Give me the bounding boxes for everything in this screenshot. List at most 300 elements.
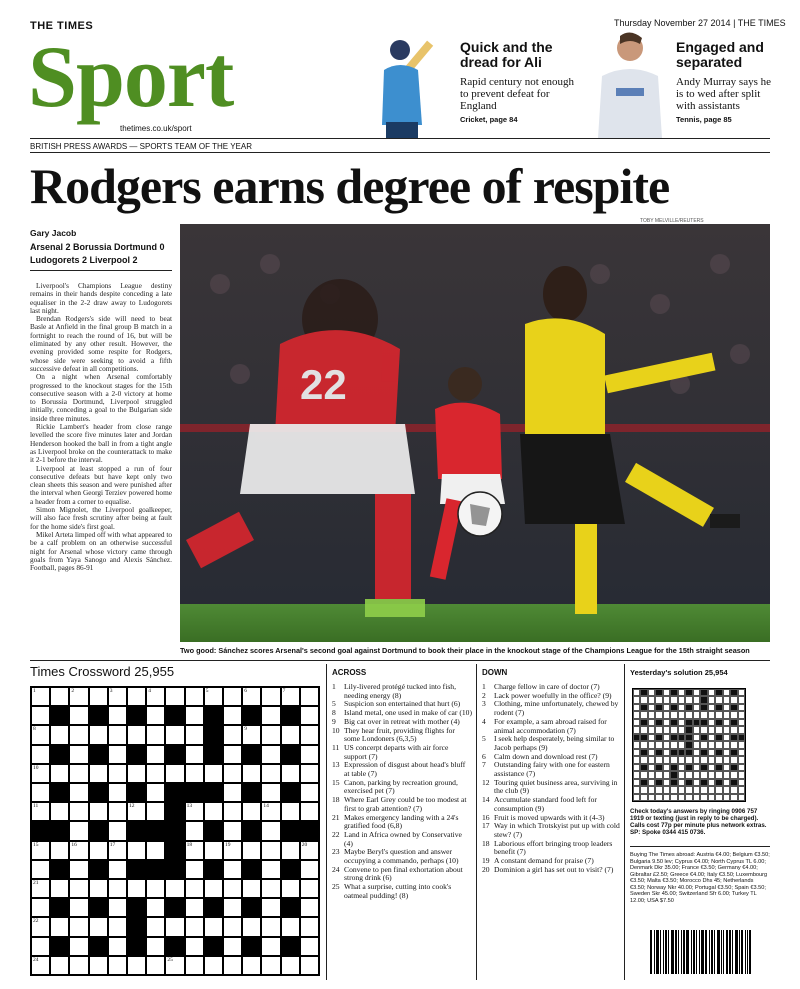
grid-cell[interactable] (31, 898, 50, 917)
grid-cell[interactable] (165, 687, 184, 706)
grid-cell[interactable] (300, 687, 319, 706)
grid-cell[interactable] (281, 917, 300, 936)
grid-block (127, 860, 146, 879)
solution-cell (715, 779, 722, 786)
grid-cell[interactable] (31, 937, 50, 956)
clue-text: Accumulate standard food left for consumption (9) (494, 795, 597, 813)
cell-number: 10 (33, 764, 39, 771)
solution-cell (648, 764, 655, 771)
solution-cell (708, 689, 715, 696)
solution-cell (640, 794, 647, 801)
solution-cell (693, 704, 700, 711)
barcode-bar (691, 930, 692, 974)
grid-cell[interactable] (261, 841, 280, 860)
cell-number: 18 (186, 841, 193, 848)
grid-cell[interactable] (31, 841, 50, 860)
teaser-headline: Quick and the dread for Ali (460, 39, 553, 70)
website-link[interactable]: thetimes.co.uk/sport (120, 124, 192, 133)
grid-cell[interactable] (261, 687, 280, 706)
solution-cell (708, 764, 715, 771)
solution-cell (723, 764, 730, 771)
grid-cell[interactable] (300, 898, 319, 917)
grid-cell[interactable] (204, 687, 223, 706)
solution-cell (655, 704, 662, 711)
grid-cell[interactable] (223, 821, 242, 840)
grid-cell[interactable] (165, 917, 184, 936)
clue-text: Touring quiet business area, surviving in the club (9) (494, 777, 618, 796)
grid-cell[interactable] (300, 860, 319, 879)
cell-number: 5 (205, 688, 209, 694)
grid-cell[interactable] (204, 917, 223, 936)
solution-cell (738, 764, 745, 771)
grid-cell[interactable] (69, 956, 88, 975)
solution-cell (633, 696, 640, 703)
grid-cell[interactable] (108, 860, 127, 879)
grid-cell[interactable] (146, 764, 165, 783)
grid-cell[interactable] (185, 879, 204, 898)
solution-cell (693, 749, 700, 756)
solution-cell (648, 786, 655, 793)
solution-cell (640, 764, 647, 771)
grid-cell[interactable] (261, 860, 280, 879)
grid-cell[interactable] (261, 821, 280, 840)
grid-cell[interactable] (204, 956, 223, 975)
grid-cell[interactable] (31, 956, 50, 975)
clue-number: 5 (332, 699, 336, 709)
grid-cell[interactable] (223, 783, 242, 802)
grid-cell[interactable] (50, 917, 69, 936)
grid-cell[interactable] (242, 879, 261, 898)
grid-cell[interactable] (146, 879, 165, 898)
grid-cell[interactable] (261, 783, 280, 802)
match-photo (180, 224, 770, 642)
grid-cell[interactable] (223, 917, 242, 936)
clue (482, 822, 620, 839)
grid-cell[interactable] (127, 725, 146, 744)
grid-cell[interactable] (108, 687, 127, 706)
grid-block (165, 821, 184, 840)
solution-cell (708, 741, 715, 748)
solution-cell (663, 696, 670, 703)
solution-cell (700, 741, 707, 748)
grid-cell[interactable] (89, 917, 108, 936)
solution-cell (685, 704, 692, 711)
grid-cell[interactable] (69, 802, 88, 821)
clue-text: For example, a sam abroad raised for animal accommodation (7) (494, 716, 607, 735)
grid-cell[interactable] (261, 956, 280, 975)
grid-cell[interactable] (31, 706, 50, 725)
teaser-tennis[interactable] (676, 40, 776, 124)
solution-cell (640, 741, 647, 748)
grid-block (204, 745, 223, 764)
solution-cell (678, 764, 685, 771)
grid-cell[interactable] (89, 687, 108, 706)
grid-cell[interactable] (281, 879, 300, 898)
grid-cell[interactable] (242, 841, 261, 860)
grid-cell[interactable] (242, 956, 261, 975)
grid-cell[interactable] (223, 841, 242, 860)
grid-cell[interactable] (69, 783, 88, 802)
grid-cell[interactable] (146, 687, 165, 706)
solution-cell (633, 771, 640, 778)
grid-cell[interactable] (185, 802, 204, 821)
grid-cell[interactable] (31, 879, 50, 898)
solution-cell (663, 711, 670, 718)
grid-cell[interactable] (300, 956, 319, 975)
solution-cell (730, 786, 737, 793)
grid-cell[interactable] (146, 745, 165, 764)
solution-cell (685, 764, 692, 771)
clue-text: I seek help desperately, being similar to Jacob perhaps (9) (494, 734, 615, 752)
results-box (30, 242, 180, 265)
grid-cell[interactable] (108, 879, 127, 898)
grid-cell[interactable] (108, 937, 127, 956)
solution-cell (648, 734, 655, 741)
clue-number: 14 (482, 795, 490, 805)
grid-block (281, 860, 300, 879)
solution-cell (648, 719, 655, 726)
clue-text: Laborious effort bringing troop leaders benefit (7) (494, 838, 613, 857)
grid-cell[interactable] (281, 725, 300, 744)
solution-cell (633, 711, 640, 718)
grid-cell[interactable] (223, 879, 242, 898)
solution-cell (730, 741, 737, 748)
grid-cell[interactable] (69, 725, 88, 744)
solution-cell (730, 704, 737, 711)
grid-cell[interactable] (108, 783, 127, 802)
crossword-grid[interactable] (30, 686, 320, 976)
solution-cell (655, 741, 662, 748)
grid-cell[interactable] (204, 841, 223, 860)
solution-cell (693, 779, 700, 786)
solution-cell (738, 771, 745, 778)
solution-cell (700, 726, 707, 733)
grid-cell[interactable] (185, 956, 204, 975)
grid-cell[interactable] (69, 687, 88, 706)
grid-cell[interactable] (146, 898, 165, 917)
grid-cell[interactable] (69, 841, 88, 860)
grid-cell[interactable] (261, 745, 280, 764)
grid-cell[interactable] (300, 879, 319, 898)
grid-cell[interactable] (108, 956, 127, 975)
solution-cell (738, 749, 745, 756)
barcode-bar (709, 930, 710, 974)
solution-cell (633, 794, 640, 801)
grid-cell[interactable] (31, 764, 50, 783)
grid-block (204, 821, 223, 840)
grid-cell[interactable] (108, 725, 127, 744)
grid-cell[interactable] (69, 879, 88, 898)
clue (482, 866, 620, 875)
grid-cell[interactable] (300, 917, 319, 936)
grid-cell[interactable] (50, 802, 69, 821)
clue-number: 23 (332, 847, 340, 857)
grid-block (281, 745, 300, 764)
grid-cell[interactable] (127, 841, 146, 860)
grid-cell[interactable] (300, 802, 319, 821)
grid-cell[interactable] (31, 687, 50, 706)
grid-cell[interactable] (89, 879, 108, 898)
teaser-cricket[interactable] (460, 40, 580, 124)
grid-cell[interactable] (281, 802, 300, 821)
solution-cell (708, 726, 715, 733)
grid-cell[interactable] (185, 841, 204, 860)
clue (332, 831, 472, 848)
grid-cell[interactable] (185, 706, 204, 725)
solution-cell (708, 719, 715, 726)
grid-cell[interactable] (165, 879, 184, 898)
grid-cell[interactable] (69, 764, 88, 783)
grid-cell[interactable] (185, 860, 204, 879)
grid-cell[interactable] (242, 917, 261, 936)
grid-cell[interactable] (69, 821, 88, 840)
grid-cell[interactable] (185, 937, 204, 956)
grid-cell[interactable] (223, 745, 242, 764)
grid-block (165, 937, 184, 956)
divider (30, 152, 770, 153)
grid-cell[interactable] (223, 956, 242, 975)
grid-cell[interactable] (204, 764, 223, 783)
grid-cell[interactable] (261, 725, 280, 744)
grid-cell[interactable] (242, 725, 261, 744)
grid-cell[interactable] (281, 687, 300, 706)
solution-cell (663, 726, 670, 733)
cell-number: 20 (301, 841, 308, 848)
grid-cell[interactable] (300, 745, 319, 764)
grid-cell[interactable] (185, 687, 204, 706)
barcode-bar (726, 930, 728, 974)
clue-number: 22 (332, 829, 340, 839)
grid-cell[interactable] (165, 956, 184, 975)
solution-cell (633, 764, 640, 771)
clue-number: 18 (332, 795, 340, 805)
grid-cell[interactable] (165, 764, 184, 783)
grid-cell[interactable] (300, 764, 319, 783)
grid-cell[interactable] (185, 898, 204, 917)
grid-block (89, 821, 108, 840)
grid-cell[interactable] (300, 725, 319, 744)
grid-cell[interactable] (281, 764, 300, 783)
solution-cell (663, 794, 670, 801)
grid-block (127, 783, 146, 802)
grid-cell[interactable] (300, 841, 319, 860)
grid-cell[interactable] (127, 687, 146, 706)
divider (30, 660, 770, 661)
grid-cell[interactable] (127, 802, 146, 821)
grid-cell[interactable] (69, 706, 88, 725)
grid-cell[interactable] (300, 937, 319, 956)
grid-block (204, 783, 223, 802)
grid-cell[interactable] (300, 783, 319, 802)
grid-cell[interactable] (89, 764, 108, 783)
grid-cell[interactable] (89, 725, 108, 744)
grid-cell[interactable] (50, 879, 69, 898)
solution-cell (648, 756, 655, 763)
grid-cell[interactable] (146, 783, 165, 802)
grid-cell[interactable] (108, 898, 127, 917)
grid-cell[interactable] (69, 745, 88, 764)
clue (332, 883, 472, 900)
clue-text: A constant demand for praise (7) (494, 856, 594, 866)
grid-cell[interactable] (261, 879, 280, 898)
solution-cell (670, 719, 677, 726)
solution-cell (663, 749, 670, 756)
barcode-bar (741, 930, 743, 974)
solution-cell (648, 771, 655, 778)
grid-block (281, 706, 300, 725)
grid-cell[interactable] (223, 898, 242, 917)
grid-block (127, 937, 146, 956)
clue (332, 761, 472, 778)
grid-cell[interactable] (127, 956, 146, 975)
cell-number: 6 (244, 688, 247, 694)
grid-cell[interactable] (31, 725, 50, 744)
barcode-bar (729, 930, 731, 974)
grid-cell[interactable] (261, 937, 280, 956)
grid-cell[interactable] (146, 725, 165, 744)
grid-cell[interactable] (185, 917, 204, 936)
grid-cell[interactable] (146, 706, 165, 725)
grid-cell[interactable] (261, 917, 280, 936)
grid-cell[interactable] (31, 802, 50, 821)
grid-cell[interactable] (185, 725, 204, 744)
grid-cell[interactable] (108, 821, 127, 840)
grid-cell[interactable] (108, 917, 127, 936)
grid-cell[interactable] (50, 841, 69, 860)
grid-block (127, 706, 146, 725)
solution-cell (685, 779, 692, 786)
grid-cell[interactable] (261, 898, 280, 917)
clue (332, 727, 472, 744)
grid-cell[interactable] (146, 917, 165, 936)
grid-block (127, 745, 146, 764)
grid-cell[interactable] (261, 802, 280, 821)
grid-cell[interactable] (127, 879, 146, 898)
grid-block (281, 898, 300, 917)
grid-cell[interactable] (300, 706, 319, 725)
solution-cell (738, 711, 745, 718)
story-paragraph: Liverpool's Champions League destiny remains in their hands despite conceding a late equaliser in the 2-2 draw away to Ludogorets last night. (30, 281, 172, 315)
grid-cell[interactable] (165, 725, 184, 744)
grid-cell[interactable] (69, 917, 88, 936)
solution-cell (723, 786, 730, 793)
grid-block (146, 821, 165, 840)
clue-text: Canon, parking by recreation ground, exercised pet (7) (344, 777, 458, 796)
divider (30, 270, 172, 271)
divider (630, 846, 770, 847)
solution-cell (670, 689, 677, 696)
grid-block (300, 821, 319, 840)
solution-cell (723, 719, 730, 726)
grid-cell[interactable] (89, 841, 108, 860)
solution-cell (685, 749, 692, 756)
grid-cell[interactable] (89, 802, 108, 821)
grid-cell[interactable] (108, 706, 127, 725)
solution-cell (708, 696, 715, 703)
grid-cell[interactable] (281, 956, 300, 975)
grid-cell[interactable] (223, 706, 242, 725)
solution-cell (678, 779, 685, 786)
grid-cell[interactable] (146, 937, 165, 956)
grid-cell[interactable] (146, 956, 165, 975)
solution-cell (708, 794, 715, 801)
solution-cell (648, 741, 655, 748)
grid-cell[interactable] (69, 898, 88, 917)
grid-cell[interactable] (108, 802, 127, 821)
grid-cell[interactable] (69, 937, 88, 956)
solution-cell (655, 734, 662, 741)
grid-cell[interactable] (261, 764, 280, 783)
grid-cell[interactable] (223, 764, 242, 783)
grid-cell[interactable] (108, 841, 127, 860)
section-title: Sport (28, 29, 234, 126)
grid-cell[interactable] (204, 802, 223, 821)
grid-cell[interactable] (261, 706, 280, 725)
grid-cell[interactable] (89, 956, 108, 975)
grid-cell[interactable] (223, 802, 242, 821)
grid-cell[interactable] (31, 860, 50, 879)
grid-cell[interactable] (242, 764, 261, 783)
grid-cell[interactable] (146, 841, 165, 860)
clue-text: Land in Africa owned by Conservative (4) (344, 829, 462, 848)
photo-caption: Two good: Sánchez scores Arsenal's second goal against Dortmund to book their place in the knockout stage of the Champions League for the 15th straight season (180, 646, 750, 655)
clue-text: Makes emergency landing with a 24's gratified food (6,8) (344, 812, 459, 831)
grid-cell[interactable] (108, 764, 127, 783)
solution-cell (678, 749, 685, 756)
clue-number: 9 (332, 716, 336, 726)
grid-cell[interactable] (50, 764, 69, 783)
grid-cell[interactable] (223, 725, 242, 744)
grid-block (204, 706, 223, 725)
grid-cell[interactable] (50, 725, 69, 744)
grid-cell[interactable] (69, 860, 88, 879)
grid-cell[interactable] (127, 764, 146, 783)
clue-number: 1 (332, 682, 336, 691)
barcode-bar (683, 930, 685, 974)
grid-cell[interactable] (146, 802, 165, 821)
grid-cell[interactable] (185, 821, 204, 840)
clue-number: 8 (332, 708, 336, 718)
clue (482, 796, 620, 813)
grid-cell[interactable] (185, 745, 204, 764)
grid-cell[interactable] (50, 956, 69, 975)
grid-cell[interactable] (31, 783, 50, 802)
solution-cell (700, 794, 707, 801)
grid-cell[interactable] (223, 860, 242, 879)
grid-cell[interactable] (204, 879, 223, 898)
solution-cell (685, 786, 692, 793)
grid-cell[interactable] (31, 745, 50, 764)
grid-cell[interactable] (185, 764, 204, 783)
clue-number: 6 (482, 751, 486, 761)
grid-cell[interactable] (281, 841, 300, 860)
grid-cell[interactable] (50, 687, 69, 706)
story-paragraph: On a night when Arsenal comfortably progressed to the knockout stages for the 15th consecutive season with a 2-0 victory at home to Borussia Dortmund, Liverpool struggled initially, conceding a goal to the Bulgarian side inside three minutes. (30, 372, 172, 423)
paper-brand: THE TIMES (30, 20, 94, 32)
cell-number: 22 (33, 918, 39, 925)
solution-cell (655, 696, 662, 703)
grid-cell[interactable] (223, 687, 242, 706)
grid-cell[interactable] (31, 917, 50, 936)
grid-cell[interactable] (223, 937, 242, 956)
grid-cell[interactable] (242, 802, 261, 821)
solution-cell (640, 704, 647, 711)
grid-cell[interactable] (108, 745, 127, 764)
solution-cell (685, 689, 692, 696)
grid-cell[interactable] (242, 687, 261, 706)
cell-number: 16 (71, 841, 77, 848)
barcode-bar (705, 930, 707, 974)
